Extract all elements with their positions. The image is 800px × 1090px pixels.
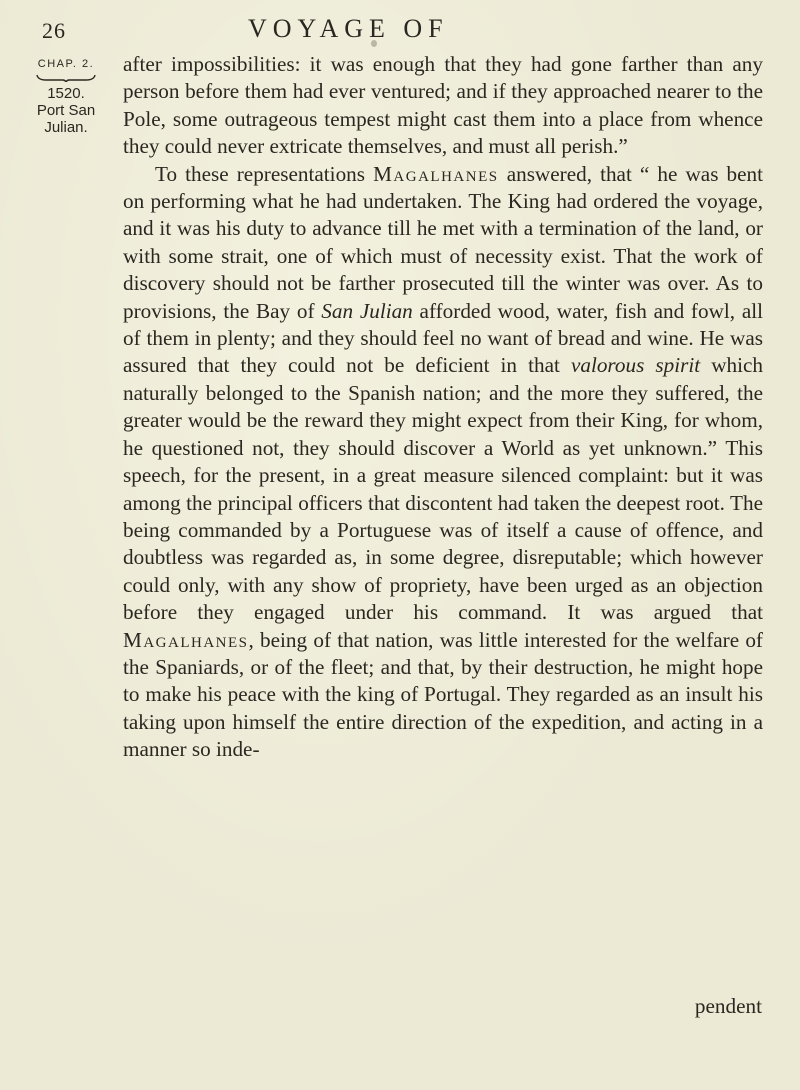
paragraph-2 [123, 161, 763, 764]
margin-note [30, 56, 102, 136]
margin-chapter: CHAP. 2. [37, 58, 95, 70]
p2-segment-1: To these representations [155, 161, 374, 186]
margin-year: 1520. [47, 85, 85, 102]
catchword: pendent [694, 994, 762, 1018]
brace-ornament [36, 74, 96, 82]
name-magalhanes-1: Magalhanes [373, 161, 499, 186]
paragraph-1: after impossibilities: it was enough that they had gone farther than any person before them had ever ventured; and if they approached nearer to the Pole, some outrageous tempest might cast them into a place from whence they could never extricate themselves, and must all perish.” [123, 52, 763, 159]
italic-valorous-spirit: valorous spirit [570, 353, 701, 378]
margin-place-line2: Julian. [44, 119, 88, 136]
body-text [123, 51, 763, 764]
name-magalhanes-2: Magalhanes [123, 627, 249, 652]
p2-segment-5: , being of that nation, was little interested for the welfare of the Spaniards, or of the fleet; and that, by their destruction, he might hope to make his peace with the king of Portugal. They regarded as an insult his taking upon himself the entire direction of the expedition, and acting in a manner so inde- [123, 627, 763, 762]
p2-segment-2: answered, that “ he was bent on performing what he had undertaken. The King had ordered the voyage, and it was his duty to advance till he met with a termination of the land, or with some strait, one of which must of necessity exist. That the work of discovery should not be farther prosecuted till the winter was over. As to provisions, the Bay of [123, 161, 763, 323]
running-head: VOYAGE OF [248, 14, 449, 43]
italic-san-julian: San Julian [321, 298, 413, 323]
p2-segment-3: afforded wood, water, fish and fowl, all of them in plenty; and they should feel no want of bread and wine. He was assured that they could not be deficient in that [123, 298, 764, 378]
page-number: 26 [42, 18, 66, 43]
margin-place-line1: Port San [36, 102, 96, 119]
p2-segment-4: which naturally belonged to the Spanish nation; and the more they suffered, the greater would be the reward they might expect from their King, for whom, he questioned not, they should discover a World as yet unknown.” This speech, for the present, in a great measure silenced complaint: but it was among the principal officers that discontent had taken the deepest root. The being commanded by a Portuguese was of itself a cause of offence, and doubtless was regarded as, in some degree, disreputable; which however could only, with any show of propriety, have been urged as an objection before they engaged under his command. It was argued that [123, 353, 763, 625]
